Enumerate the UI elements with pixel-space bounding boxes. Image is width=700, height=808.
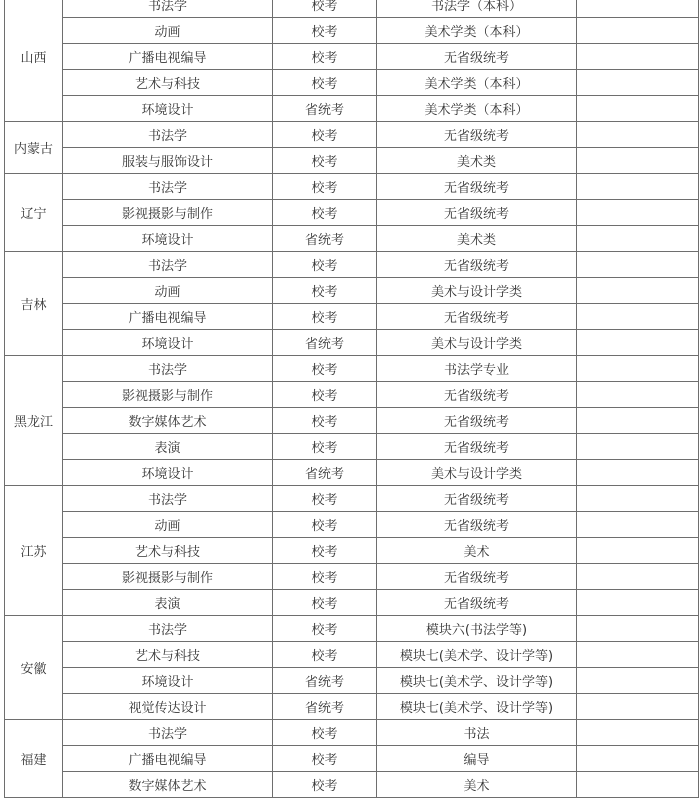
major-cell: 艺术与科技 — [63, 70, 273, 96]
major-cell: 动画 — [63, 18, 273, 44]
exam-category-cell: 美术与设计学类 — [377, 278, 577, 304]
table-row — [5, 18, 699, 44]
exam-type-cell: 省统考 — [273, 694, 377, 720]
exam-category-cell: 美术类 — [377, 226, 577, 252]
table-row — [5, 252, 699, 278]
note-cell — [577, 668, 699, 694]
exam-type-cell: 校考 — [273, 122, 377, 148]
art-exam-table — [4, 0, 699, 798]
table-row — [5, 70, 699, 96]
major-cell: 环境设计 — [63, 226, 273, 252]
exam-category-cell: 无省级统考 — [377, 486, 577, 512]
exam-type-cell: 校考 — [273, 70, 377, 96]
exam-type-cell: 校考 — [273, 356, 377, 382]
table-row — [5, 538, 699, 564]
table-row — [5, 746, 699, 772]
major-cell: 书法学 — [63, 616, 273, 642]
note-cell — [577, 720, 699, 746]
exam-type-cell: 省统考 — [273, 330, 377, 356]
table-row — [5, 96, 699, 122]
exam-type-cell: 校考 — [273, 200, 377, 226]
major-cell: 数字媒体艺术 — [63, 772, 273, 798]
note-cell — [577, 616, 699, 642]
table-row — [5, 486, 699, 512]
exam-category-cell: 无省级统考 — [377, 174, 577, 200]
note-cell — [577, 642, 699, 668]
major-cell: 环境设计 — [63, 96, 273, 122]
exam-type-cell: 校考 — [273, 148, 377, 174]
table-row — [5, 44, 699, 70]
note-cell — [577, 356, 699, 382]
exam-category-cell: 书法学专业 — [377, 356, 577, 382]
exam-type-cell: 省统考 — [273, 226, 377, 252]
exam-type-cell: 校考 — [273, 642, 377, 668]
exam-category-cell: 无省级统考 — [377, 590, 577, 616]
note-cell — [577, 772, 699, 798]
exam-category-cell: 无省级统考 — [377, 564, 577, 590]
major-cell: 影视摄影与制作 — [63, 382, 273, 408]
note-cell — [577, 278, 699, 304]
exam-type-cell: 校考 — [273, 0, 377, 18]
note-cell — [577, 486, 699, 512]
table-row — [5, 694, 699, 720]
exam-type-cell: 省统考 — [273, 96, 377, 122]
table-row — [5, 434, 699, 460]
table-row — [5, 174, 699, 200]
exam-category-cell: 无省级统考 — [377, 512, 577, 538]
exam-category-cell: 美术学类（本科） — [377, 96, 577, 122]
major-cell: 书法学 — [63, 122, 273, 148]
major-cell: 动画 — [63, 278, 273, 304]
exam-category-cell: 书法 — [377, 720, 577, 746]
note-cell — [577, 746, 699, 772]
exam-type-cell: 校考 — [273, 564, 377, 590]
table-row — [5, 668, 699, 694]
exam-category-cell: 无省级统考 — [377, 304, 577, 330]
note-cell — [577, 382, 699, 408]
note-cell — [577, 252, 699, 278]
table-row — [5, 304, 699, 330]
major-cell: 视觉传达设计 — [63, 694, 273, 720]
note-cell — [577, 330, 699, 356]
exam-type-cell: 校考 — [273, 616, 377, 642]
note-cell — [577, 538, 699, 564]
table-row — [5, 616, 699, 642]
table-row — [5, 226, 699, 252]
exam-category-cell: 美术类 — [377, 148, 577, 174]
exam-type-cell: 校考 — [273, 720, 377, 746]
major-cell: 书法学 — [63, 252, 273, 278]
exam-type-cell: 校考 — [273, 590, 377, 616]
exam-type-cell: 校考 — [273, 486, 377, 512]
province-cell: 黑龙江 — [5, 356, 63, 486]
exam-type-cell: 校考 — [273, 382, 377, 408]
exam-category-cell: 美术学类（本科） — [377, 70, 577, 96]
exam-type-cell: 校考 — [273, 174, 377, 200]
table-row — [5, 720, 699, 746]
note-cell — [577, 694, 699, 720]
table-row — [5, 148, 699, 174]
note-cell — [577, 0, 699, 18]
note-cell — [577, 174, 699, 200]
note-cell — [577, 96, 699, 122]
major-cell: 环境设计 — [63, 330, 273, 356]
province-cell: 安徽 — [5, 616, 63, 720]
exam-category-cell: 无省级统考 — [377, 408, 577, 434]
major-cell: 表演 — [63, 590, 273, 616]
province-cell: 吉林 — [5, 252, 63, 356]
major-cell: 动画 — [63, 512, 273, 538]
table-body — [5, 0, 699, 798]
note-cell — [577, 44, 699, 70]
province-cell: 山西 — [5, 0, 63, 122]
exam-category-cell: 模块六(书法学等) — [377, 616, 577, 642]
exam-category-cell: 模块七(美术学、设计学等) — [377, 694, 577, 720]
exam-type-cell: 校考 — [273, 408, 377, 434]
exam-category-cell: 美术学类（本科） — [377, 18, 577, 44]
table-row — [5, 382, 699, 408]
note-cell — [577, 200, 699, 226]
exam-type-cell: 校考 — [273, 434, 377, 460]
major-cell: 书法学 — [63, 720, 273, 746]
note-cell — [577, 408, 699, 434]
note-cell — [577, 512, 699, 538]
exam-category-cell: 美术 — [377, 772, 577, 798]
note-cell — [577, 70, 699, 96]
major-cell: 书法学 — [63, 356, 273, 382]
exam-category-cell: 编导 — [377, 746, 577, 772]
major-cell: 广播电视编导 — [63, 746, 273, 772]
province-cell: 福建 — [5, 720, 63, 798]
major-cell: 影视摄影与制作 — [63, 200, 273, 226]
exam-type-cell: 校考 — [273, 772, 377, 798]
table-row — [5, 0, 699, 18]
table-row — [5, 330, 699, 356]
exam-type-cell: 校考 — [273, 746, 377, 772]
exam-category-cell: 模块七(美术学、设计学等) — [377, 642, 577, 668]
table-row — [5, 564, 699, 590]
exam-category-cell: 无省级统考 — [377, 122, 577, 148]
table-row — [5, 512, 699, 538]
note-cell — [577, 226, 699, 252]
table-row — [5, 460, 699, 486]
exam-type-cell: 校考 — [273, 512, 377, 538]
table-row — [5, 642, 699, 668]
table-row — [5, 408, 699, 434]
note-cell — [577, 304, 699, 330]
major-cell: 书法学 — [63, 0, 273, 18]
major-cell: 艺术与科技 — [63, 538, 273, 564]
note-cell — [577, 122, 699, 148]
province-cell: 江苏 — [5, 486, 63, 616]
major-cell: 数字媒体艺术 — [63, 408, 273, 434]
major-cell: 书法学 — [63, 174, 273, 200]
table-row — [5, 590, 699, 616]
major-cell: 环境设计 — [63, 460, 273, 486]
exam-type-cell: 校考 — [273, 44, 377, 70]
exam-category-cell: 无省级统考 — [377, 200, 577, 226]
major-cell: 影视摄影与制作 — [63, 564, 273, 590]
major-cell: 表演 — [63, 434, 273, 460]
table-row — [5, 356, 699, 382]
major-cell: 广播电视编导 — [63, 44, 273, 70]
exam-type-cell: 校考 — [273, 252, 377, 278]
note-cell — [577, 564, 699, 590]
exam-category-cell: 书法学（本科） — [377, 0, 577, 18]
major-cell: 书法学 — [63, 486, 273, 512]
exam-type-cell: 校考 — [273, 278, 377, 304]
exam-type-cell: 校考 — [273, 538, 377, 564]
table-row — [5, 278, 699, 304]
note-cell — [577, 460, 699, 486]
table-row — [5, 772, 699, 798]
exam-category-cell: 美术与设计学类 — [377, 460, 577, 486]
exam-type-cell: 省统考 — [273, 668, 377, 694]
exam-category-cell: 无省级统考 — [377, 382, 577, 408]
province-cell: 辽宁 — [5, 174, 63, 252]
exam-category-cell: 无省级统考 — [377, 252, 577, 278]
table-row — [5, 122, 699, 148]
major-cell: 环境设计 — [63, 668, 273, 694]
note-cell — [577, 434, 699, 460]
note-cell — [577, 18, 699, 44]
exam-category-cell: 美术与设计学类 — [377, 330, 577, 356]
major-cell: 服装与服饰设计 — [63, 148, 273, 174]
major-cell: 艺术与科技 — [63, 642, 273, 668]
table-row — [5, 200, 699, 226]
exam-type-cell: 校考 — [273, 304, 377, 330]
exam-category-cell: 无省级统考 — [377, 434, 577, 460]
province-cell: 内蒙古 — [5, 122, 63, 174]
exam-type-cell: 校考 — [273, 18, 377, 44]
exam-category-cell: 模块七(美术学、设计学等) — [377, 668, 577, 694]
exam-category-cell: 无省级统考 — [377, 44, 577, 70]
exam-type-cell: 省统考 — [273, 460, 377, 486]
exam-category-cell: 美术 — [377, 538, 577, 564]
note-cell — [577, 590, 699, 616]
note-cell — [577, 148, 699, 174]
major-cell: 广播电视编导 — [63, 304, 273, 330]
